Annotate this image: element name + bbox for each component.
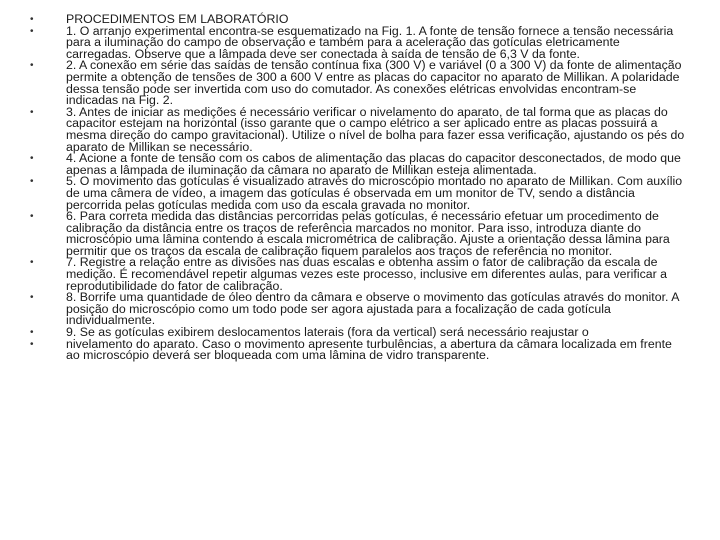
- step-9-continued: • nivelamento do aparato. Caso o movimento apresente turbulências, a abertura da câmara localizada em frente ao microscópio deverá ser bloqueada com uma lâmina de vidro transparente.: [26, 339, 686, 362]
- step-5: • 5. O movimento das gotículas é visualizado através do microscópio montado no aparato de Millikan. Com auxílio de uma câmera de vídeo, a imagem das gotículas é observada em um monitor de TV, sendo a distância percorrida pelas gotículas medida com uso da escala gravada no monitor.: [26, 176, 686, 211]
- step-7: • 7. Registre a relação entre as divisões nas duas escalas e obtenha assim o fator de calibração da escala de medição. É recomendável repetir algumas vezes este processo, inclusive em diferentes aulas, para verificar a reprodutibilidade do fator de calibração.: [26, 257, 686, 292]
- step-2: • 2. A conexão em série das saídas de tensão contínua fixa (300 V) e variável (0 a 300 V) da fonte de alimentação permite a obtenção de tensões de 300 a 600 V entre as placas do capacitor no aparato de Millikan. A polaridade dessa tensão pode ser invertida com uso do comutador. As conexões elétricas envolvidas encontram-se indicadas na Fig. 2.: [26, 60, 686, 106]
- step-1: • 1. O arranjo experimental encontra-se esquematizado na Fig. 1. A fonte de tensão fornece a tensão necessária para a iluminação do campo de observação e também para a aceleração das gotículas eletricamente carregadas. Observe que a lâmpada deve ser conectada à saída de tensão de 6,3 V da fonte.: [26, 26, 686, 61]
- step-8: • 8. Borrife uma quantidade de óleo dentro da câmara e observe o movimento das gotículas através do monitor. A posição do microscópio como um todo pode ser agora ajustada para a focalização de cada gotícula individualmente.: [26, 292, 686, 327]
- procedure-list: [26, 14, 686, 362]
- section-title: • PROCEDIMENTOS EM LABORATÓRIO: [26, 14, 686, 26]
- step-3: • 3. Antes de iniciar as medições é necessário verificar o nivelamento do aparato, de tal forma que as placas do capacitor estejam na horizontal (isso garante que o campo elétrico a ser aplicado entre as placas possuirá a mesma direção do campo gravitacional). Utilize o nível de bolha para fazer essa verificação, ajustando os pés do aparato de Millikan se necessário.: [26, 107, 686, 153]
- step-9: • 9. Se as gotículas exibirem deslocamentos laterais (fora da vertical) será necessário reajustar o: [26, 327, 686, 339]
- step-4: • 4. Acione a fonte de tensão com os cabos de alimentação das placas do capacitor desconectados, de modo que apenas a lâmpada de iluminação da câmara no aparato de Millikan esteja alimentada.: [26, 153, 686, 176]
- step-6: • 6. Para correta medida das distâncias percorridas pelas gotículas, é necessário efetuar um procedimento de calibração da distância entre os traços de referência marcados no monitor. Para isso, introduza diante do microscópio uma lâmina contendo a escala micrométrica de calibração. Ajuste a orientação dessa lâmina para permitir que os traços da escala de calibração fiquem paralelos aos traços de referência no monitor.: [26, 211, 686, 257]
